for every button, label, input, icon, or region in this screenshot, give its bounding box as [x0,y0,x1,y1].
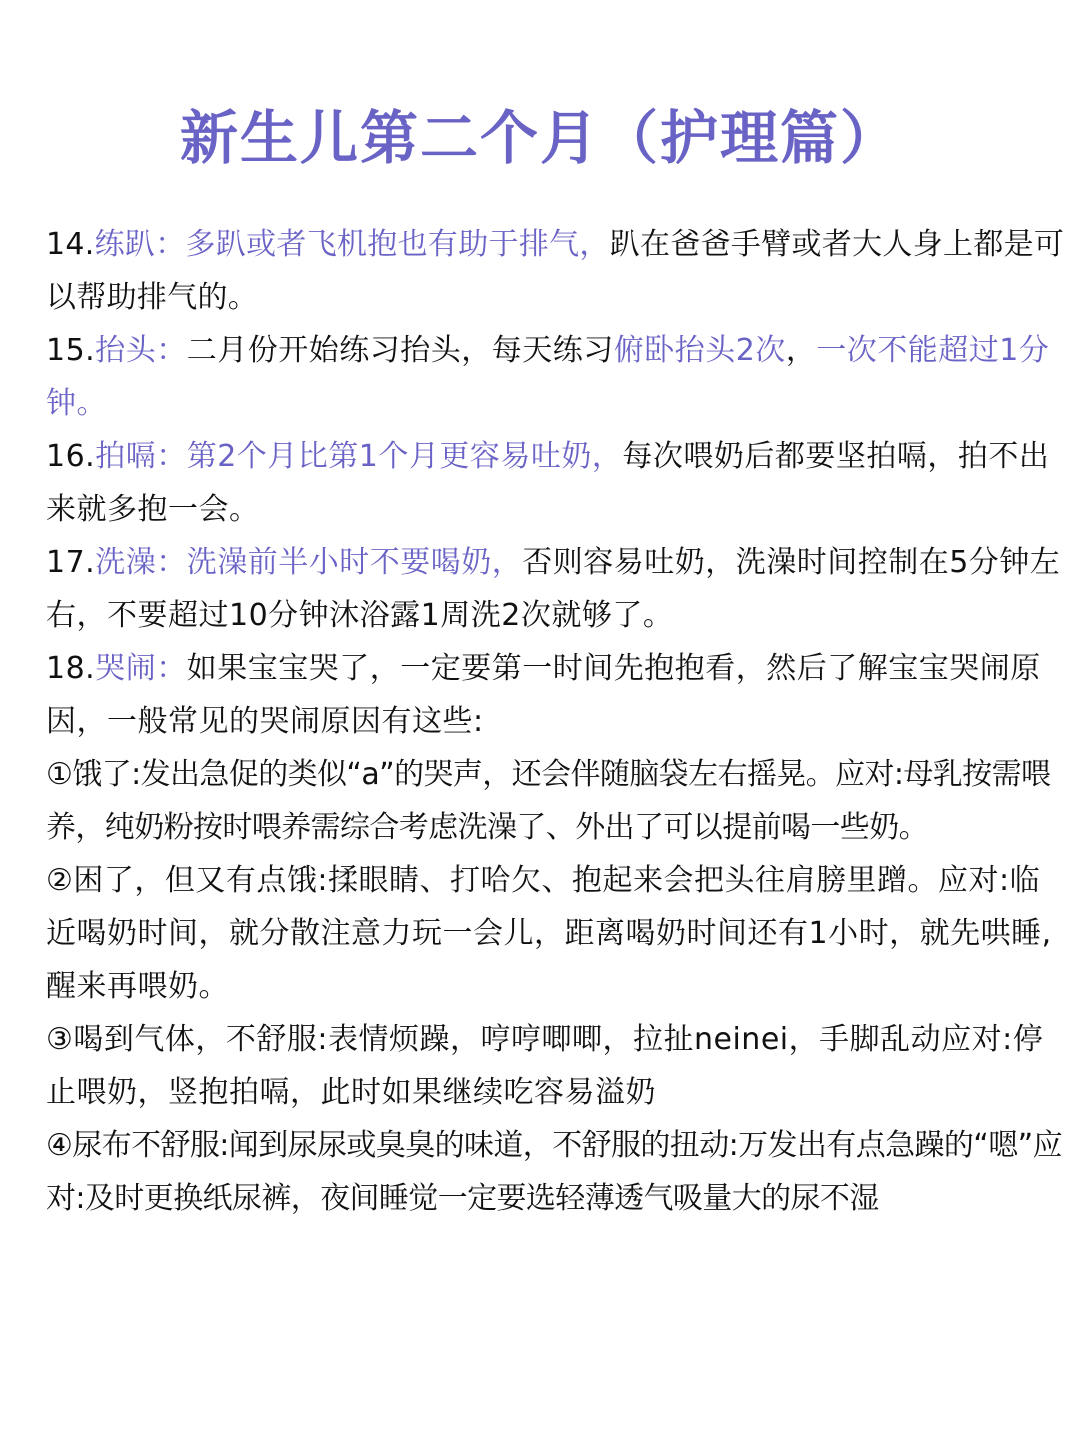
tip-number: 18. [46,651,96,686]
tip-text: 否则容易吐奶，洗澡时间控制在5分钟左右，不要超过10分钟沐浴露1周洗2次就够了。 [46,545,1061,633]
reason-sleepy: ②困了，但又有点饿:揉眼睛、打哈欠、抱起来会把头往肩膀里蹭。应对:临近喝奶时间，就分散注意力玩一会儿，距离喝奶时间还有1小时，就先哄睡,醒来再喂奶。 [46,863,1052,1004]
tip-number: 17. [46,545,96,580]
page-title: 新生儿第二个月（护理篇） [179,104,900,172]
tip-highlight: 洗澡前半小时不要喝奶， [186,545,523,580]
tip-number: 14. [46,227,95,262]
article-body [46,218,1066,1225]
reason-hungry: ①饿了:发出急促的类似“a”的哭声，还会伴随脑袋左右摇晃。应对:母乳按需喂养，纯奶粉按时喂养需综合考虑洗澡了、外出了可以提前喝一些奶。 [46,757,1051,845]
tip-text: 二月份开始练习抬头，每天练习 [186,333,614,368]
tip-16 [46,430,1066,536]
tip-18 [46,642,1066,748]
tip-15 [46,324,1066,430]
tip-text: ， [785,333,817,368]
tip-17 [46,536,1066,642]
tip-heading: 拍嗝： [95,439,187,474]
tip-heading: 抬头： [95,333,187,368]
reason-gas: ③喝到气体，不舒服:表情烦躁，哼哼唧唧，拉扯neinei，手脚乱动应对:停止喂奶，竖抱拍嗝，此时如果继续吃容易溢奶 [46,1022,1044,1110]
tip-heading: 洗澡： [95,545,187,580]
tip-number: 15. [46,333,96,368]
tip-highlight: 俯卧抬头2次 [613,333,786,368]
tip-heading: 练趴： [94,227,186,262]
tip-14 [46,218,1066,324]
tip-text: 趴在爸爸手臂或者大人身上都是可以帮助排气的。 [46,227,1065,315]
tip-highlight: 多趴或者飞机抱也有助于排气， [185,227,610,262]
reason-diaper: ④尿布不舒服:闻到尿尿或臭臭的味道，不舒服的扭动:万发出有点急躁的“嗯”应对:及时更换纸尿裤，夜间睡觉一定要选轻薄透气吸量大的尿不湿 [46,1128,1062,1216]
tip-highlight: 一次不能超过1分钟。 [46,333,1050,421]
tip-text: 每次喂奶后都要坚拍嗝，拍不出来就多抱一会。 [46,439,1050,527]
tip-number: 16. [46,439,96,474]
tip-text: 如果宝宝哭了，一定要第一时间先抱抱看，然后了解宝宝哭闹原因，一般常见的哭闹原因有这些: [46,651,1041,739]
tip-heading: 哭闹： [95,651,187,686]
tip-highlight: 第2个月比第1个月更容易吐奶， [186,439,623,474]
